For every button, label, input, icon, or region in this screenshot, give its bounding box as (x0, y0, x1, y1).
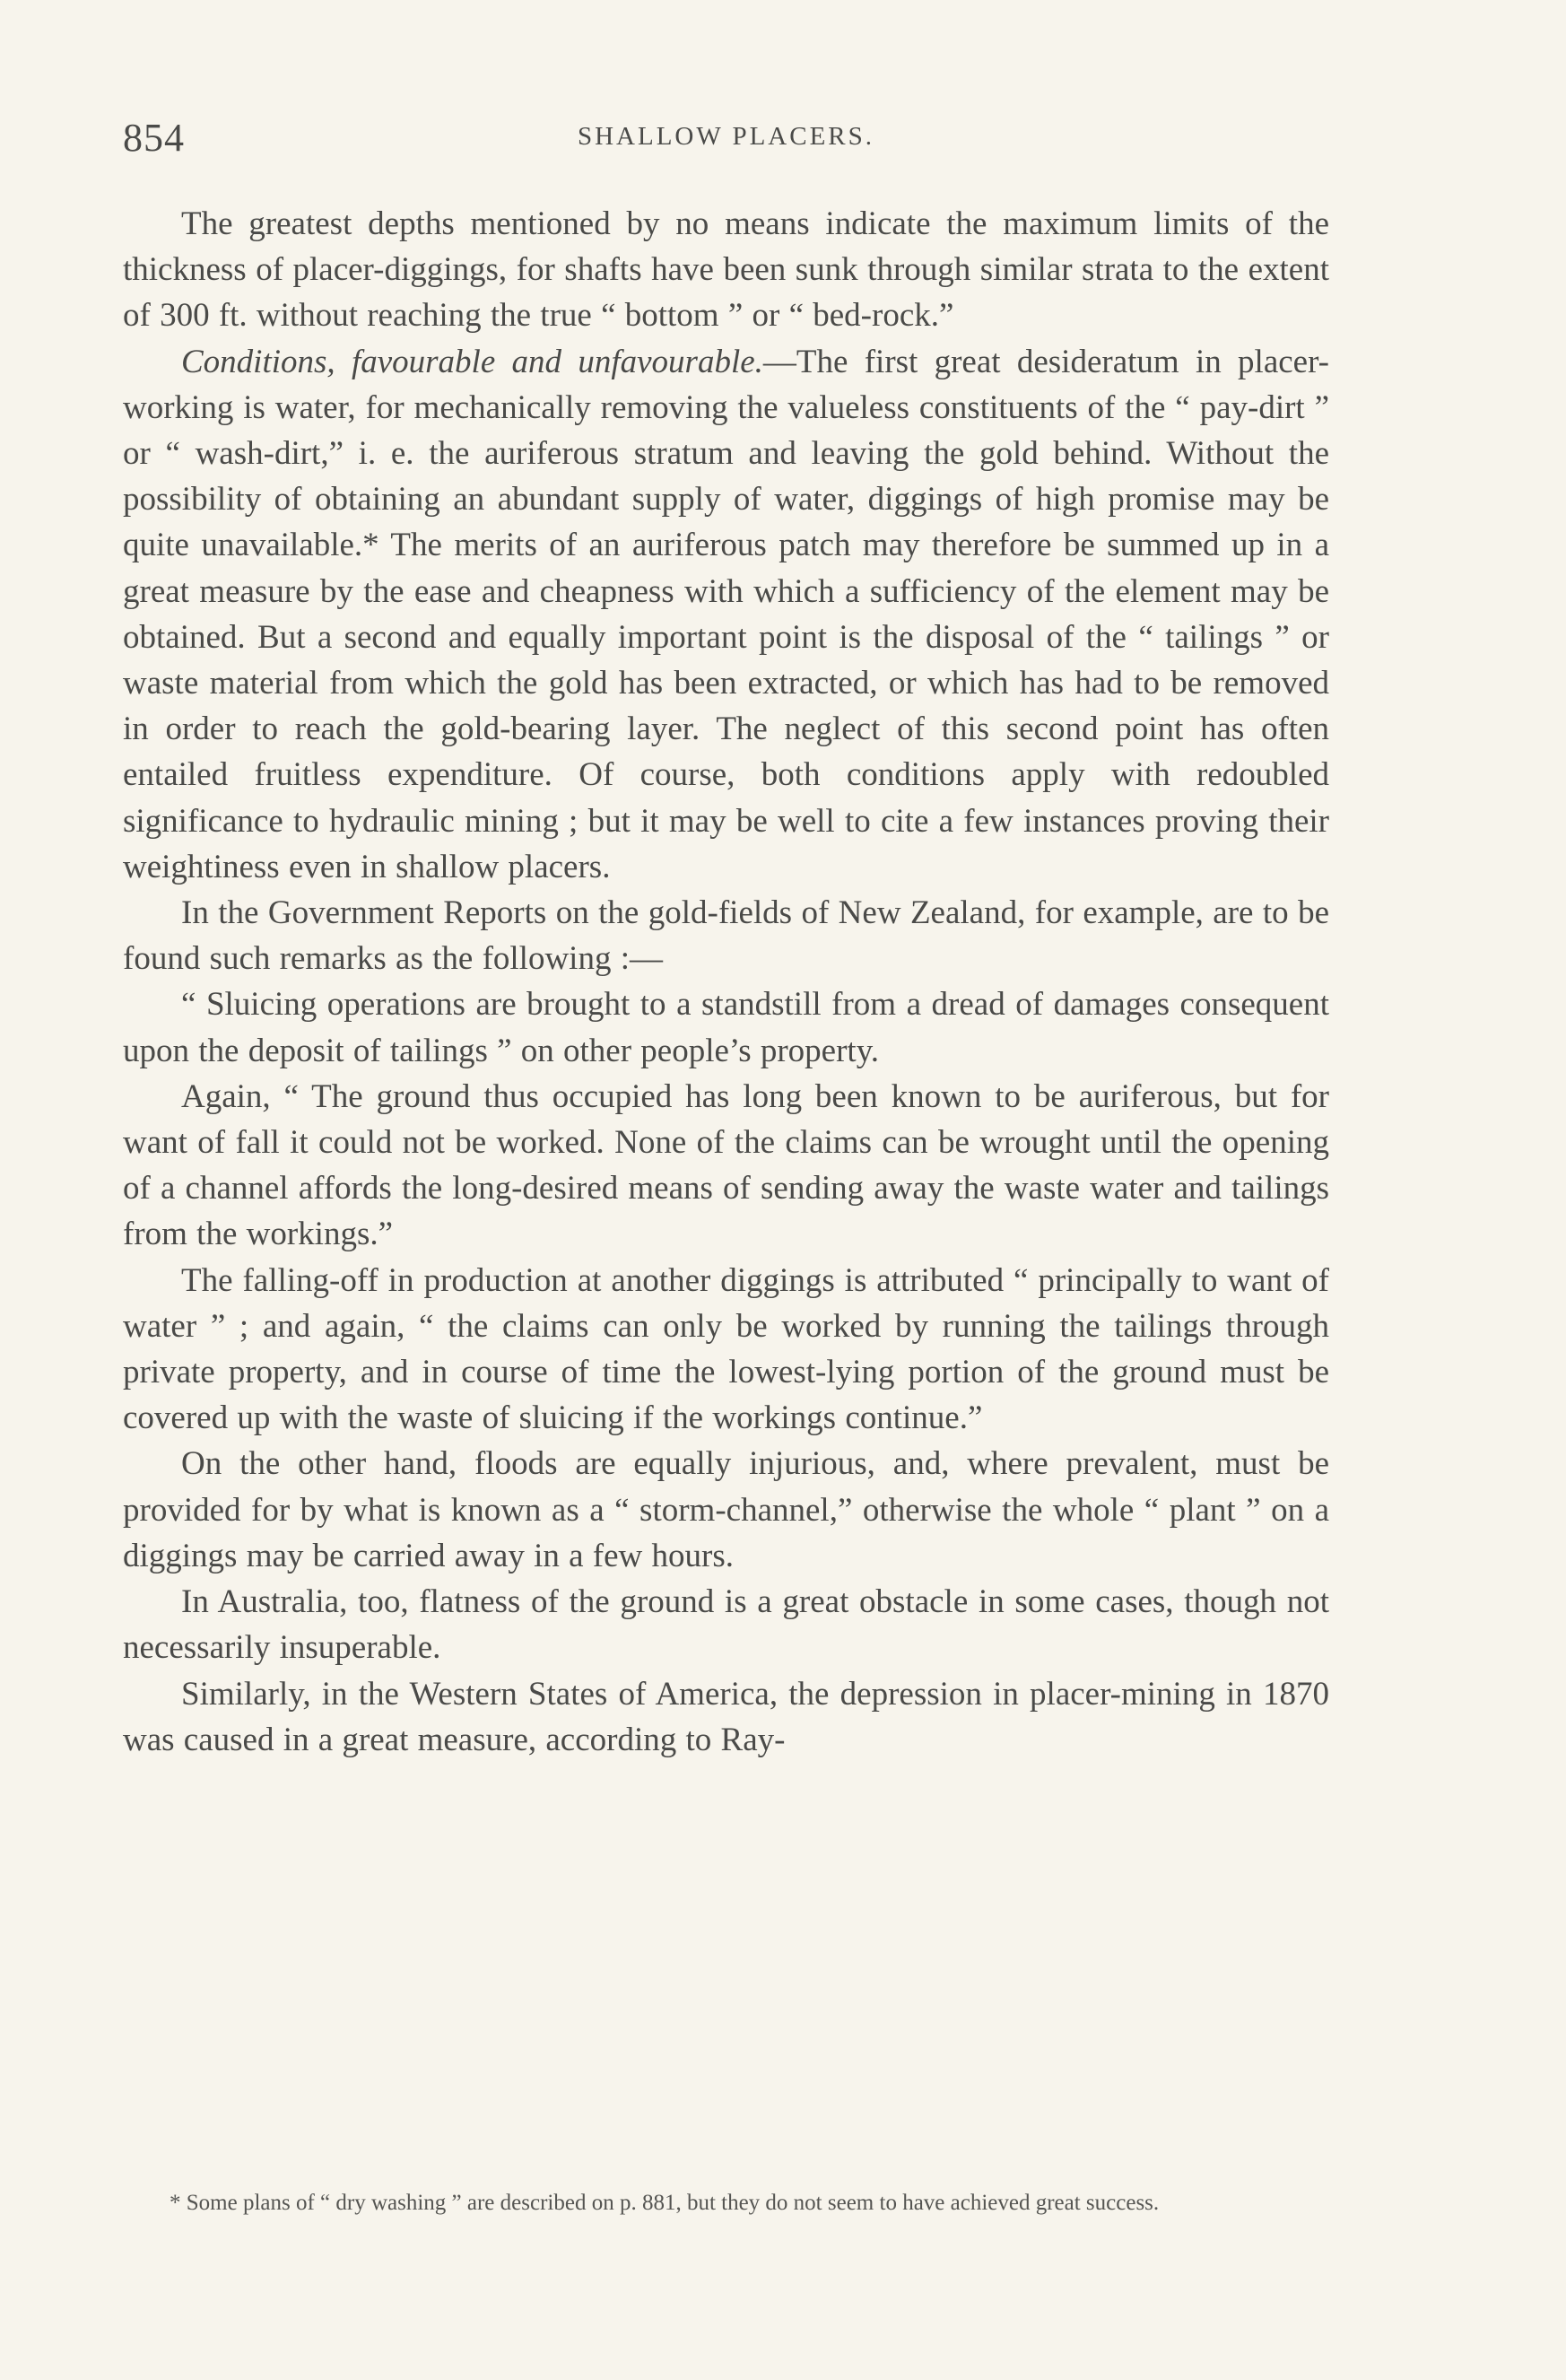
paragraph-falling-off: The falling-off in production at another diggings is attributed “ principally to want of water ” ; and again, “ the claims can only be worked by running the tailings through private property, and in course of time the lowest-lying portion of the ground must be covered up with the waste of sluicing if the workings continue.” (123, 1261, 1329, 1437)
page-number: 854 (123, 116, 185, 160)
body-text (123, 201, 1329, 1763)
running-title: SHALLOW PLACERS. (577, 122, 875, 151)
section-heading-conditions: Conditions, favourable and unfavourable. (181, 343, 763, 380)
paragraph-western-states: Similarly, in the Western States of America, the depression in placer-mining in 1870 was caused in a great measure, according to Ray- (123, 1675, 1329, 1758)
paragraph-again-quote: Again, “ The ground thus occupied has long been known to be auriferous, but for want of fall it could not be worked. None of the claims can be wrought until the opening of a channel affords the long-desired means of sending away the waste water and tailings from the workings.” (123, 1077, 1329, 1253)
paragraph-sluicing-quote: “ Sluicing operations are brought to a standstill from a dread of damages consequent upon the deposit of tailings ” on other people’s property. (123, 986, 1329, 1069)
running-head (123, 115, 1329, 160)
paragraph-depths: The greatest depths mentioned by no means indicate the maximum limits of the thickness of placer-diggings, for shafts have been sunk through similar strata to the extent of 300 ft. without reaching the true “ bottom ” or “ bed-rock.” (123, 205, 1329, 335)
paragraph-australia: In Australia, too, flatness of the ground is a great obstacle in some cases, though not necessarily insuperable. (123, 1583, 1329, 1667)
footnote: * Some plans of “ dry washing ” are described on p. 881, but they do not seem to have achieved great success. (170, 2191, 1160, 2215)
paragraph-floods: On the other hand, floods are equally injurious, and, where prevalent, must be provided for by what is known as a “ storm-channel,” otherwise the whole “ plant ” on a diggings may be carried away in a few hours. (123, 1445, 1329, 1574)
paragraph-new-zealand: In the Government Reports on the gold-fields of New Zealand, for example, are to be found such remarks as the following :— (123, 894, 1329, 978)
paragraph-conditions: Conditions, favourable and unfavourable.—The first great desideratum in placer-working is water, for mechanically removing the valueless constituents of the “ pay-dirt ” or “ wash-dirt,” i. e. the auriferous stratum and leaving the gold behind. Without the possibility of obtaining an abundant supply of water, diggings of high promise may be quite unavailable.* The merits of an auriferous patch may therefore be summed up in a great measure by the ease and cheapness with which a sufficiency of the element may be obtained. But a second and equally important point is the disposal of the “ tailings ” or waste material from which the gold has been extracted, or which has had to be removed in order to reach the gold-bearing layer. The neglect of this second point has often entailed fruitless expenditure. Of course, both conditions apply with redoubled significance to hydraulic mining ; but it may be well to cite a few instances proving their weightiness even in shallow placers. (123, 343, 1329, 885)
